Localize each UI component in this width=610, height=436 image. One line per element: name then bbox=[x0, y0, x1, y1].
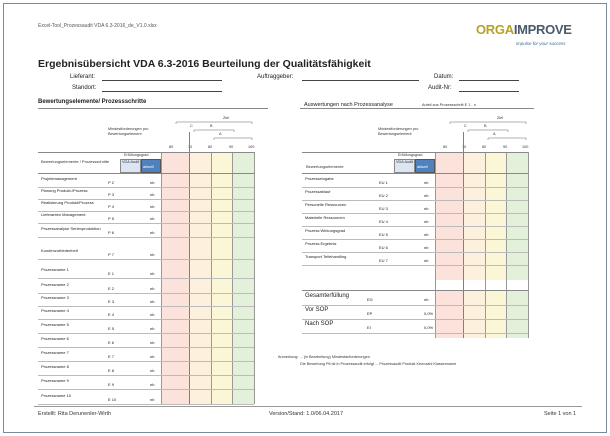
right-ziel-label: Ziel bbox=[497, 116, 504, 120]
left-row-value: nb bbox=[150, 312, 155, 317]
left-row-label: Prozessname 4 bbox=[41, 308, 69, 313]
left-row-code: E 5 bbox=[108, 326, 115, 331]
table-row bbox=[38, 389, 254, 390]
table-row bbox=[38, 333, 254, 334]
left-row-code: P 4 bbox=[108, 204, 114, 209]
left-row-value: nb bbox=[150, 326, 155, 331]
table-row bbox=[38, 361, 254, 362]
right-scale-80a: 80 bbox=[443, 145, 448, 149]
summary-row bbox=[302, 333, 528, 334]
left-scale-100: 100 bbox=[248, 145, 255, 149]
right-row-code: EU 2 bbox=[379, 193, 388, 198]
table-row bbox=[38, 259, 254, 260]
right-row-label: Prozessablauf bbox=[305, 189, 331, 194]
left-scale-mark-3: A bbox=[219, 132, 222, 136]
table-row bbox=[302, 187, 528, 188]
left-row-label: Prozessname 7 bbox=[41, 350, 69, 355]
right-band-yellow bbox=[485, 152, 506, 280]
right-row-label: Personelle Ressourcen bbox=[305, 202, 347, 207]
left-section-rule bbox=[38, 108, 268, 109]
left-row-code: E 7 bbox=[108, 354, 115, 359]
left-row-label: Prozessname 6 bbox=[41, 336, 69, 341]
right-row-label: Materielle Ressourcen bbox=[305, 215, 345, 220]
left-row-label: Prozessname 10 bbox=[41, 393, 72, 398]
right-band-orange bbox=[463, 152, 485, 280]
left-aktuell-label: aktuell bbox=[143, 165, 154, 169]
left-row-code: E 3 bbox=[108, 299, 115, 304]
standort-field[interactable] bbox=[102, 91, 222, 92]
right-row-value: nb bbox=[424, 206, 429, 211]
summary-row bbox=[302, 319, 528, 320]
left-row-value: nb bbox=[150, 354, 155, 359]
left-row-value: nb bbox=[150, 368, 155, 373]
footer-author: Erstellt: Rita Derunenler-Wirth bbox=[38, 411, 112, 417]
footer-page: Seite 1 von 1 bbox=[544, 411, 577, 417]
left-row-code: P 7 bbox=[108, 252, 114, 257]
left-ziel-label: Ziel bbox=[223, 116, 230, 120]
table-row bbox=[302, 213, 528, 214]
table-row bbox=[302, 265, 528, 266]
file-name: Excel-Tool_Prozessaudit VDA 6.3-2016_de_V1.0.xlsx bbox=[38, 23, 157, 29]
lieferant-label: Lieferant: bbox=[70, 74, 96, 80]
right-row-code: EU 4 bbox=[379, 219, 388, 224]
left-vda-label: VDA Audit bbox=[122, 160, 140, 164]
left-row-code: P 2 bbox=[108, 180, 114, 185]
right-scale-100: 100 bbox=[522, 145, 529, 149]
right-row-label: Prozess Wirkungsgrad bbox=[305, 228, 346, 233]
left-scale-80: 80 bbox=[208, 145, 213, 149]
right-band-red bbox=[435, 152, 463, 280]
standort-label: Standort: bbox=[72, 85, 97, 91]
table-row bbox=[302, 252, 528, 253]
auftraggeber-field[interactable] bbox=[302, 80, 419, 81]
left-row-value: nb bbox=[150, 340, 155, 345]
page-title: Ergebnisübersicht VDA 6.3-2016 Beurteilung der Qualitätsfähigkeit bbox=[38, 58, 371, 70]
right-scale-mark-3: A bbox=[493, 132, 496, 136]
audit-nr-label: Audit-Nr: bbox=[428, 85, 452, 91]
left-row-label: Kundenzufriedenheit bbox=[41, 248, 78, 253]
right-section-subtitle: Anteil aus Prozessschritt E 1 - n bbox=[422, 103, 476, 107]
summary-code: EI bbox=[367, 325, 371, 330]
summary-row bbox=[302, 305, 528, 306]
left-row-code: E 9 bbox=[108, 382, 115, 387]
table-row bbox=[38, 347, 254, 348]
right-row-value: nb bbox=[424, 232, 429, 237]
right-row-label: Transport Teilehandling bbox=[305, 254, 347, 259]
right-scale-mark-1: C bbox=[464, 124, 467, 128]
right-min-note: Mindestforderungen pro Bewertungselement bbox=[378, 127, 419, 136]
summary-value: nb bbox=[424, 297, 429, 302]
right-row-code: EU 3 bbox=[379, 206, 388, 211]
left-row-label: Prozessname 9 bbox=[41, 378, 69, 383]
left-row-value: nb bbox=[150, 286, 155, 291]
left-row-code: P 5 bbox=[108, 216, 114, 221]
datum-label: Datum: bbox=[434, 74, 454, 80]
table-row bbox=[302, 239, 528, 240]
company-logo: ORGAIMPROVE bbox=[476, 22, 572, 37]
right-col-header: Bewertungselemente bbox=[306, 164, 344, 169]
right-summary-band-green bbox=[506, 290, 528, 338]
left-row-value: nb bbox=[150, 216, 155, 221]
right-aktuell-label: aktuell bbox=[417, 165, 428, 169]
left-row-label: Prozessanalyse Serienproduktion bbox=[41, 226, 101, 231]
right-row-label: Prozesseingabe bbox=[305, 176, 334, 181]
left-row-label: Realisierung Produkt/Prozess bbox=[41, 200, 94, 205]
left-min-note: Mindestforderungen pro Bewertungselement bbox=[108, 127, 149, 136]
right-row-value: nb bbox=[424, 193, 429, 198]
right-row-code: EU 7 bbox=[379, 258, 388, 263]
left-scale-70: 70 bbox=[188, 145, 193, 149]
right-band-green bbox=[506, 152, 528, 280]
table-row bbox=[38, 306, 254, 307]
left-row-code: E 1 bbox=[108, 271, 115, 276]
left-row-value: nb bbox=[150, 230, 155, 235]
audit-nr-field[interactable] bbox=[459, 91, 519, 92]
right-summary-band-orange bbox=[463, 290, 485, 338]
right-row-code: EU 1 bbox=[379, 180, 388, 185]
left-row-label: Prozessname 5 bbox=[41, 322, 69, 327]
right-summary-band-yellow bbox=[485, 290, 506, 338]
summary-code: EG bbox=[367, 297, 373, 302]
left-row-code: E 10 bbox=[108, 397, 117, 402]
left-row-code: E 4 bbox=[108, 312, 115, 317]
footnote-2: Die Bewertung P6 ist in Prozessaudit erfolgt ... Prozessaudit Produkt Kennzahl Klassenname bbox=[300, 362, 457, 366]
right-section-title: Auswertungen nach Prozessanalyse bbox=[304, 102, 393, 108]
datum-field[interactable] bbox=[459, 80, 519, 81]
summary-value: 0,0% bbox=[424, 311, 434, 316]
summary-code: EP bbox=[367, 311, 373, 316]
left-row-code: E 8 bbox=[108, 368, 115, 373]
table-row bbox=[38, 293, 254, 294]
left-row-label: Planung Produkt-/Prozess bbox=[41, 188, 88, 193]
right-row-label: Prozess Ergebnis bbox=[305, 241, 337, 246]
summary-label: Nach SOP bbox=[305, 321, 334, 327]
left-scale-mark-1: C bbox=[190, 124, 193, 128]
left-scale-80a: 80 bbox=[169, 145, 174, 149]
right-row-value: nb bbox=[424, 180, 429, 185]
right-row-code: EU 5 bbox=[379, 232, 388, 237]
left-row-value: nb bbox=[150, 299, 155, 304]
left-row-code: E 2 bbox=[108, 286, 115, 291]
table-row bbox=[38, 404, 254, 405]
left-row-label: Prozessname 2 bbox=[41, 282, 69, 287]
left-scale-90: 90 bbox=[229, 145, 234, 149]
right-vda-label: VDA Audit bbox=[396, 160, 414, 164]
footnote-1: Anmerkung: ... (in Bearbeitung) Mindestanforderungen bbox=[278, 355, 370, 359]
left-row-label: Prozessname 1 bbox=[41, 267, 69, 272]
right-erfuellung-label: Erfüllungsgrad bbox=[398, 153, 423, 157]
left-scale-mark-2: B bbox=[210, 124, 213, 128]
right-scale-70: 70 bbox=[462, 145, 467, 149]
auftraggeber-label: Auftraggeber: bbox=[257, 74, 294, 80]
left-row-label: Projektmanagement bbox=[41, 176, 77, 181]
left-row-code: P 3 bbox=[108, 192, 114, 197]
summary-label: Gesamterfüllung bbox=[305, 293, 350, 299]
right-summary-band-red bbox=[435, 290, 463, 338]
right-row-code: EU 6 bbox=[379, 245, 388, 250]
right-row-value: nb bbox=[424, 219, 429, 224]
left-row-value: nb bbox=[150, 382, 155, 387]
left-row-label: Lieferanten Management bbox=[41, 212, 86, 217]
logo-tagline: impulse for your success bbox=[516, 41, 566, 46]
left-row-value: nb bbox=[150, 252, 155, 257]
right-row-value: nb bbox=[424, 245, 429, 250]
table-row bbox=[302, 226, 528, 227]
summary-label: Vor SOP bbox=[305, 307, 329, 313]
table-row bbox=[38, 223, 254, 224]
lieferant-field[interactable] bbox=[102, 80, 222, 81]
left-erfuellung-label: Erfüllungsgrad bbox=[124, 153, 149, 157]
left-row-value: nb bbox=[150, 397, 155, 402]
right-target-line bbox=[462, 132, 467, 338]
table-row bbox=[38, 375, 254, 376]
table-row bbox=[38, 237, 254, 238]
right-scale-80: 80 bbox=[482, 145, 487, 149]
right-scale-mark-2: B bbox=[484, 124, 487, 128]
left-col-header: Bewertungselemente / Prozessschritte bbox=[41, 159, 110, 164]
left-row-value: nb bbox=[150, 204, 155, 209]
left-section-title: Bewertungselemente/ Prozessschritte bbox=[38, 99, 147, 105]
table-row bbox=[38, 319, 254, 320]
right-section-rule bbox=[300, 108, 534, 109]
footer-version: Version/Stand: 1.0/06.04.2017 bbox=[269, 411, 344, 417]
left-row-value: nb bbox=[150, 180, 155, 185]
left-row-label: Prozessname 8 bbox=[41, 364, 69, 369]
left-row-code: P 6 bbox=[108, 230, 114, 235]
summary-value: 0,0% bbox=[424, 325, 434, 330]
left-row-label: Prozessname 3 bbox=[41, 295, 69, 300]
left-row-value: nb bbox=[150, 192, 155, 197]
left-row-value: nb bbox=[150, 271, 155, 276]
right-row-value: nb bbox=[424, 258, 429, 263]
right-scale-90: 90 bbox=[503, 145, 508, 149]
table-row bbox=[302, 200, 528, 201]
report-page bbox=[3, 3, 607, 433]
table-row bbox=[38, 278, 254, 279]
left-row-code: E 6 bbox=[108, 340, 115, 345]
